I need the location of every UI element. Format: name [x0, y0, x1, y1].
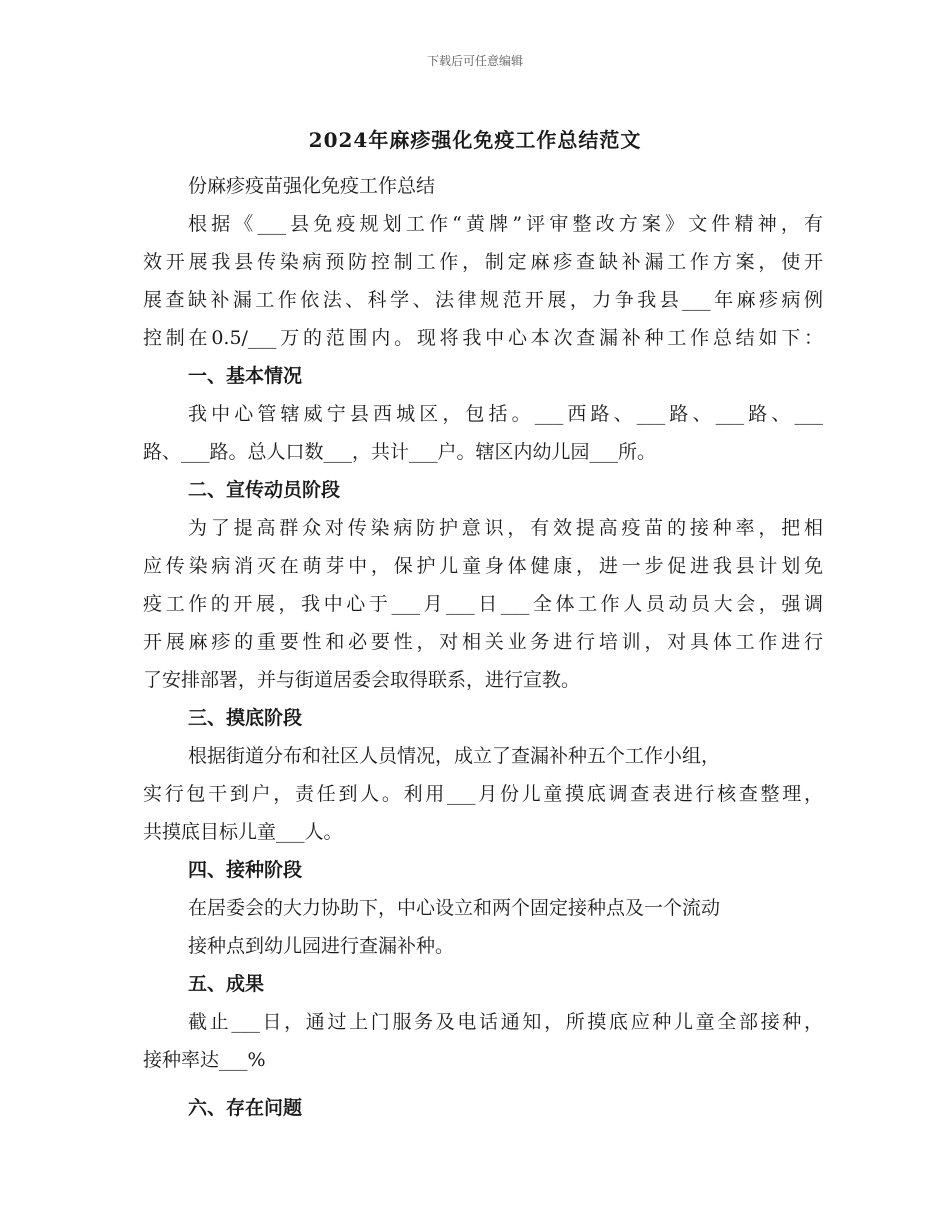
paragraph-basis — [143, 205, 823, 357]
intro-line: 份麻疹疫苗强化免疫工作总结 — [188, 175, 436, 197]
paragraph-line: 疫工作的开展，我中心于___月___日___全体工作人员动员大会，强调 — [143, 593, 823, 615]
section-heading-results: 五、成果 — [188, 973, 265, 995]
paragraph-line: 在居委会的大力协助下，中心设立和两个固定接种点及一个流动 — [188, 897, 721, 919]
paragraph-line: 截止___日，通过上门服务及电话通知，所摸底应种儿童全部接种， — [188, 1011, 823, 1033]
section-heading-basic: 一、基本情况 — [188, 365, 303, 387]
paragraph-line: 接种点到幼儿园进行查漏补种。 — [188, 935, 455, 957]
paragraph-basic — [143, 395, 823, 471]
paragraph-line: 我中心管辖威宁县西城区，包括。___西路、___路、___路、___ — [188, 403, 823, 425]
paragraph-line: 根据街道分布和社区人员情况，成立了查漏补种五个工作小组， — [188, 745, 721, 767]
paragraph-line: 路、___路。总人口数___，共计___户。辖区内幼儿园___所。 — [143, 441, 657, 463]
paragraph-line: 了安排部署，并与街道居委会取得联系，进行宣教。 — [143, 669, 581, 691]
paragraph-survey — [143, 737, 823, 851]
paragraph-line: 实行包干到户，责任到人。利用___月份儿童摸底调查表进行核查整理， — [143, 783, 823, 805]
section-heading-vaccination: 四、接种阶段 — [188, 859, 303, 881]
paragraph-line: 控制在0.5/___万的范围内。现将我中心本次查漏补种工作总结如下： — [143, 327, 823, 349]
paragraph-line: 接种率达___% — [143, 1049, 266, 1071]
page-header: 下载后可任意编辑 — [426, 54, 523, 68]
paragraph-line: 应传染病消灭在萌芽中，保护儿童身体健康，进一步促进我县计划免 — [143, 555, 823, 577]
paragraph-line: 共摸底目标儿童___人。 — [143, 821, 343, 843]
paragraph-line: 展查缺补漏工作依法、科学、法律规范开展，力争我县___年麻疹病例 — [143, 289, 823, 311]
paragraph-line: 为了提高群众对传染病防护意识，有效提高疫苗的接种率，把相 — [188, 517, 823, 539]
paragraph-vaccination — [143, 889, 823, 965]
document-body — [143, 167, 823, 1127]
section-heading-problems: 六、存在问题 — [188, 1097, 303, 1119]
paragraph-line: 开展麻疹的重要性和必要性，对相关业务进行培训，对具体工作进行 — [143, 631, 823, 653]
document-title: 2024年麻疹强化免疫工作总结范文 — [308, 128, 642, 152]
paragraph-line: 效开展我县传染病预防控制工作，制定麻疹查缺补漏工作方案，使开 — [143, 251, 823, 273]
paragraph-line: 根据《___县免疫规划工作“黄牌”评审整改方案》文件精神，有 — [188, 213, 823, 235]
paragraph-results — [143, 1003, 823, 1079]
section-heading-survey: 三、摸底阶段 — [188, 707, 303, 729]
paragraph-publicity — [143, 509, 823, 699]
section-heading-publicity: 二、宣传动员阶段 — [188, 479, 341, 501]
